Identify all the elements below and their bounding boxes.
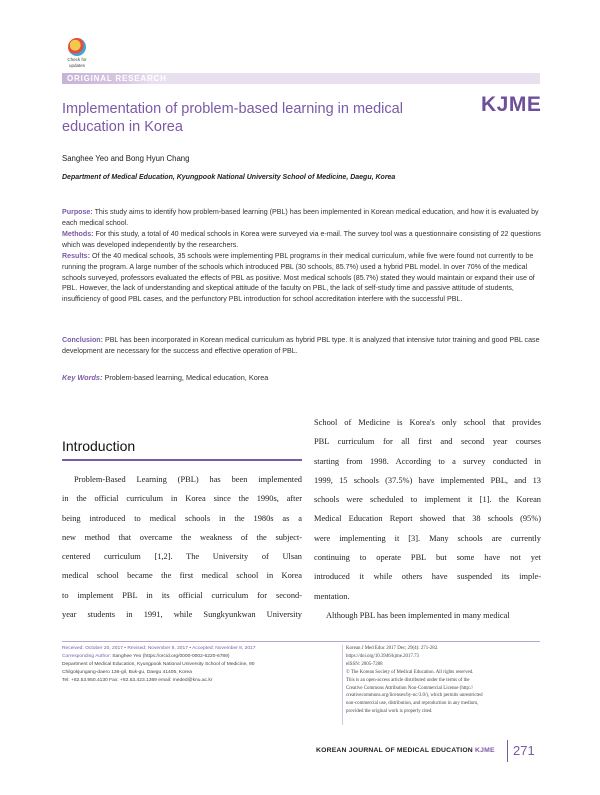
license-line: This is an open-access article distributed under the terms of the: [346, 677, 470, 683]
text-line: mentation.: [314, 591, 350, 601]
footer-citation: [346, 645, 542, 716]
footer-divider: [342, 645, 343, 725]
body-column-right: [314, 413, 541, 625]
contact-line: Tel: +82.53.950.4130 Fax: +82.53.423.1369 email: meded@knu.ac.kr: [62, 678, 213, 683]
check-for-updates-badge[interactable]: [62, 38, 92, 66]
accepted-label: Accepted:: [192, 646, 214, 651]
text-line: were implementing it [3]. Many schools are currently: [314, 533, 541, 543]
received-date: October 20, 2017: [85, 646, 123, 651]
text-line: year students in 1991, while Sungkyunkwan University: [62, 610, 302, 620]
keywords-label: Key Words:: [62, 373, 103, 382]
results-label: Results:: [62, 252, 90, 260]
text-line: starting from 1998. According to a survey conducted in: [314, 456, 541, 466]
text-line: being introduced to medical schools in the 1980s as a: [62, 513, 302, 523]
license-line: © The Korean Society of Medical Education. All rights reserved.: [346, 669, 474, 675]
abstract-conclusion: [62, 335, 542, 357]
affiliation: Department of Medical Education, Kyungpook National University School of Medicine, Daegu, Korea: [62, 174, 396, 181]
address-line-1: Department of Medical Education, Kyungpook National University School of Medicine, 90: [62, 662, 255, 667]
doi-link[interactable]: https://doi.org/10.3946/kjme.2017.73: [346, 653, 419, 659]
conclusion-text: PBL has been incorporated in Korean medical curriculum as hybrid PBL type. It is analyzed that intensive tutor training and good PBL case development are necessary for the success and effective operation of PBL.: [62, 336, 540, 355]
running-footer: [316, 747, 495, 754]
heading-rule: [62, 459, 302, 461]
text-line: PBL curriculum for all first and second year courses: [314, 437, 541, 447]
revised-label: Revised:: [127, 646, 147, 651]
methods-label: Methods:: [62, 230, 94, 238]
keywords: [62, 373, 268, 382]
abstract-purpose: [62, 207, 542, 229]
corr-author[interactable]: Sanghee Yeo (https://orcid.org/0000-0002-6220-6789): [112, 654, 230, 659]
page-number: 271: [513, 743, 535, 758]
conclusion-label: Conclusion:: [62, 336, 103, 344]
text-line: Problem-Based Learning (PBL) has been implemented: [74, 475, 302, 484]
journal-logo: KJME: [481, 93, 542, 116]
text-line: to implement PBL in its official curriculum for second-: [62, 590, 302, 600]
badge-label-1: Check for: [67, 57, 87, 62]
text-line: centered curriculum [1,2]. The University of Ulsan: [62, 552, 302, 562]
article-title: Implementation of problem-based learning in medical education in Korea: [62, 101, 403, 135]
methods-text: For this study, a total of 40 medical schools in Korea were surveyed via e-mail. The survey tool was a questionnaire consisting of 22 questions which was developed independently by the researchers.: [62, 230, 541, 249]
license-line: creativecommons.org/licenses/by-nc/3.0/), which permits unrestricted: [346, 693, 483, 699]
abstract-results: [62, 251, 542, 305]
crossmark-icon: [68, 38, 86, 56]
text-line: in the official curriculum in Korea since the 1990s, after: [62, 494, 302, 504]
address-line-2: Chilgokjungang-daero 136-gil, Buk-gu, Daegu 41405, Korea: [62, 670, 192, 675]
page-separator: [507, 740, 508, 762]
purpose-text: This study aims to identify how problem-based learning (PBL) has been implemented in Korean medical education, and how it is evaluated by each medical school.: [62, 208, 539, 227]
text-line: schools were scheduled to implement it [1]. the Korean: [314, 495, 541, 505]
text-line: continuing to operate PBL but some have not yet: [314, 553, 541, 563]
license-line: non-commercial use, distribution, and reproduction in any medium,: [346, 701, 479, 707]
accepted-date: November 8, 2017: [215, 646, 256, 651]
article-dates: Received: October 20, 2017 • Revised: November 8, 2017 • Accepted: November 8, 2017: [62, 646, 256, 651]
introduction-heading: Introduction: [62, 438, 136, 454]
license-line: Creative Commons Attribution Non-Commercial License (http://: [346, 685, 473, 691]
authors: Sanghee Yeo and Bong Hyun Chang: [62, 154, 190, 163]
results-text: Of the 40 medical schools, 35 schools were implementing PBL programs in their medical curriculum, while five were found not currently to be running the program. A large number of the schools which introduced PBL (30 schools, 85.7%) used a hybrid PBL model. In over 70% of the medical schools surveyed, professors evaluated the effects of PBL as positive. Most medical schools (85.7%) stated they would maintain or expand their use of PBL. However, the lack of understanding and skeptical attitude of the faculty on PBL, the lack of self-study time and passive attitude of students, insufficiency of good PBL cases, and the perfunctory PBL introduction for school accreditation interfere with the successful PBL.: [62, 252, 535, 304]
journal-name: KOREAN JOURNAL OF MEDICAL EDUCATION: [316, 747, 473, 754]
revised-date: November 8, 2017: [147, 646, 188, 651]
text-line: School of Medicine is Korea's only school that provides: [314, 418, 541, 427]
abstract-methods: [62, 229, 542, 251]
license-line: provided the original work is properly cited.: [346, 709, 433, 715]
text-line: 1999, 15 schools (37.5%) have implemented PBL, and 13: [314, 475, 541, 485]
citation-line: Korean J Med Educ 2017 Dec; 29(4): 271-282.: [346, 646, 439, 651]
footer-correspondence: [62, 645, 334, 685]
text-line: new method that overcame the weakness of the subject-: [62, 532, 302, 542]
text-line: Although PBL has been implemented in many medical: [326, 610, 510, 620]
badge-label-2: updates: [68, 63, 85, 68]
body-column-left: [62, 470, 302, 624]
corr-label: Corresponding Author:: [62, 654, 111, 659]
text-line: introduced it while others have suspended its imple-: [314, 572, 541, 582]
eissn: eISSN: 2005-7288: [346, 661, 383, 667]
purpose-label: Purpose:: [62, 208, 93, 216]
text-line: medical school became the first medical school in Korea: [62, 571, 302, 581]
text-line: Medical Education Report showed that 38 schools (95%): [314, 514, 541, 524]
keywords-text: Problem-based learning, Medical education, Korea: [104, 373, 269, 382]
journal-abbr: KJME: [475, 747, 495, 754]
received-label: Received:: [62, 646, 84, 651]
corresponding-author: [62, 653, 334, 661]
footer-rule: [62, 641, 540, 642]
section-label: ORIGINAL RESEARCH: [67, 74, 167, 83]
